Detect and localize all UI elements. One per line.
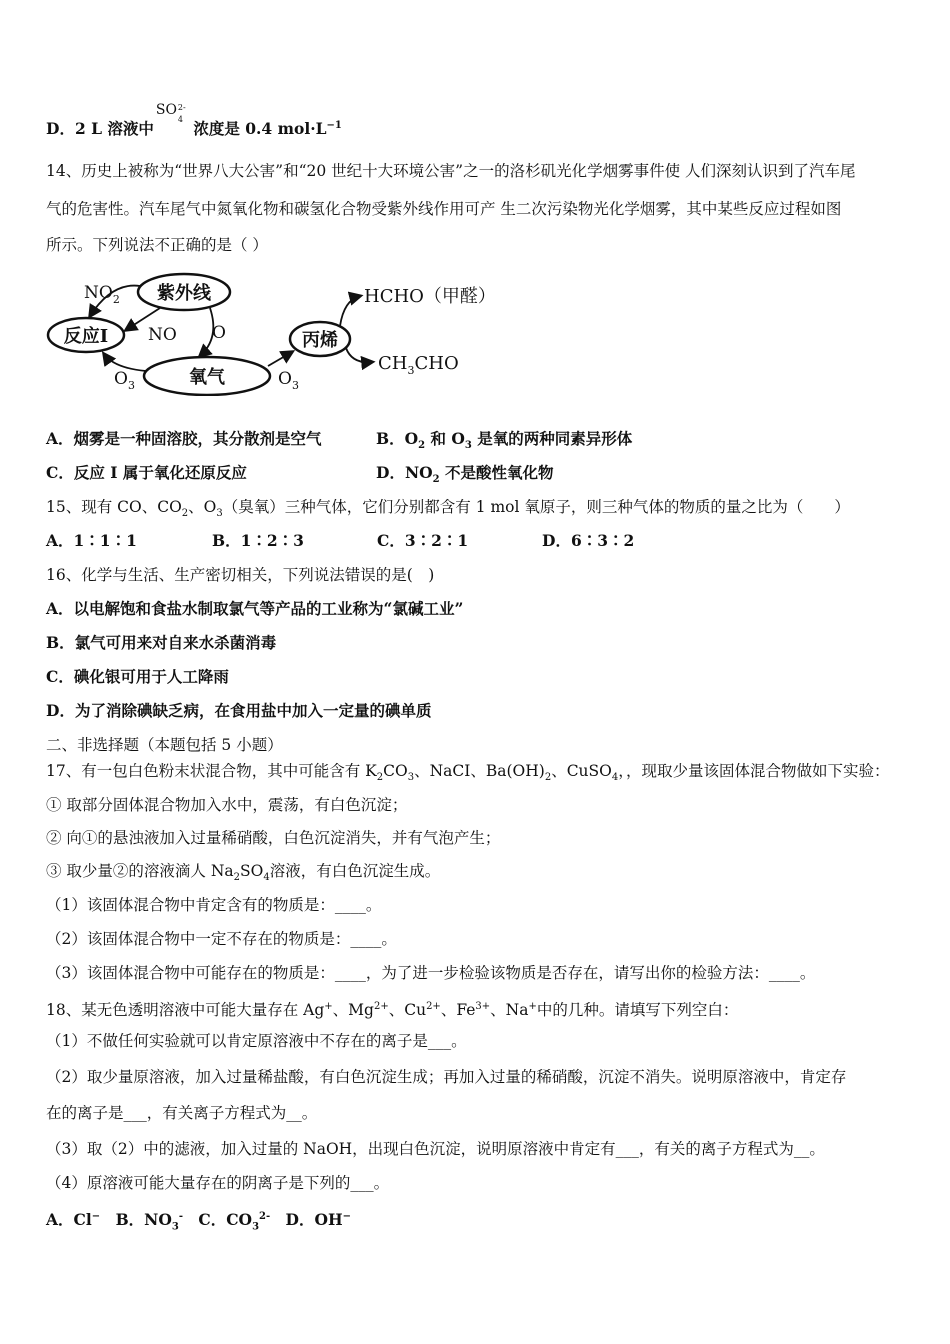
- q17-sub3: 2: [544, 772, 552, 784]
- q14d-sub: 2: [432, 474, 440, 486]
- q14d-post: 不是酸性氧化物: [439, 463, 554, 482]
- q16-stem: 16、化学与生活、生产密切相关，下列说法错误的是( ): [46, 566, 435, 584]
- arrow-to-hcho: [340, 296, 360, 326]
- q17-stem: [46, 761, 890, 788]
- q14b-pre: B．O: [376, 429, 419, 448]
- q18c-sub: 3: [252, 1221, 260, 1233]
- q15-mid: 、O: [188, 498, 217, 516]
- sulfate-symbol: SO: [155, 102, 177, 118]
- cho-label: CHO: [414, 353, 459, 374]
- section-heading: 二、非选择题（本题包括 5 小题）: [46, 736, 283, 754]
- sulfate-charge: 2-: [177, 103, 186, 112]
- q18-option-a: A．Cl: [46, 1210, 92, 1230]
- q15-pre: 15、现有 CO、CO: [46, 498, 182, 516]
- o-label: O: [212, 323, 226, 343]
- no2-subscript: 2: [112, 293, 120, 306]
- q15-stem: [46, 497, 850, 524]
- q18-m3: 、Fe: [440, 1001, 476, 1020]
- q15-option-d: D．6∶3∶2: [542, 531, 635, 550]
- q18-sup5: +: [528, 1001, 537, 1012]
- q14-line-1: 14、历史上被称为“世界八大公害”和“20 世纪十大环境公害”之一的洛杉矶光化学烟雾事件使 人们深刻认识到了汽车尾: [46, 162, 856, 180]
- q18a-sup: −: [91, 1211, 101, 1222]
- q15-sub1: 2: [181, 508, 189, 520]
- q18-options: [46, 1207, 351, 1237]
- oxygen-label: 氧气: [189, 367, 225, 388]
- o3-right-subscript: 3: [291, 379, 299, 392]
- q18-m1: 、Mg: [332, 1001, 374, 1020]
- q14-option-c: C．反应 I 属于氧化还原反应: [46, 463, 247, 482]
- q17-m2: 、NaCI、Ba(OH): [414, 762, 545, 780]
- q16-option-c: C．碘化银可用于人工降雨: [46, 667, 229, 686]
- uv-label: 紫外线: [157, 283, 211, 304]
- q18-sub-2a: （2）取少量原溶液，加入过量稀盐酸，有白色沉淀生成；再加入过量的稀硝酸，沉淀不消失。说明原溶液中，肯定存: [46, 1068, 847, 1086]
- q17-post: ，，现取少量该固体混合物做如下实验：: [618, 762, 890, 780]
- q14-option-d: [376, 463, 554, 490]
- q15-option-b: B．1∶2∶3: [212, 531, 304, 550]
- q15-post: （臭氧）三种气体，它们分别都含有 1 mol 氧原子，则三种气体的物质的量之比为（ ）: [222, 498, 850, 516]
- q17s3-pre: ③ 取少量②的溶液滴人 Na: [46, 862, 234, 880]
- q14-line-3: 所示。下列说法不正确的是（ ）: [46, 236, 268, 254]
- q17-sub2: 3: [407, 772, 415, 784]
- q17-sub4: 4: [611, 772, 619, 784]
- q18-sub-4: （4）原溶液可能大量存在的阴离子是下列的___。: [46, 1174, 390, 1192]
- option-d-line: [46, 102, 342, 139]
- q17s3-sub2: 4: [263, 872, 270, 884]
- option-d-rest: 浓度是 0.4 mol·L: [187, 119, 327, 138]
- o3-right-label: O: [278, 369, 292, 389]
- q14-line-2: 气的危害性。汽车尾气中氮氧化物和碳氢化合物受紫外线作用可产 生二次污染物光化学烟雾，其中某些反应过程如图: [46, 200, 842, 218]
- hcho-label: HCHO（甲醛）: [364, 286, 496, 307]
- ch3-label: CH: [378, 353, 408, 374]
- q15-sub2: 3: [216, 508, 223, 520]
- q17-step-2: ② 向①的悬浊液加入过量稀硝酸，白色沉淀消失，并有气泡产生；: [46, 829, 501, 847]
- q18-option-c: C．CO: [198, 1210, 253, 1230]
- q18-option-b: B．NO: [115, 1210, 172, 1230]
- q14-option-b: [376, 429, 632, 456]
- q14b-mid: 和 O: [425, 429, 465, 448]
- q18-sup3: 2+: [426, 1001, 441, 1012]
- q18-sup4: 3+: [475, 1001, 491, 1012]
- q18-sup2: 2+: [373, 1001, 389, 1012]
- q14-option-a: A．烟雾是一种固溶胶，其分散剂是空气: [46, 429, 322, 448]
- q17-m3: 、CuSO: [551, 762, 612, 780]
- q17-sub-1: （1）该固体混合物中肯定含有的物质是：____。: [46, 896, 382, 914]
- q14b-post: 是氧的两种同素异形体: [471, 429, 633, 448]
- q18-sub-3: （3）取（2）中的滤液，加入过量的 NaOH，出现白色沉淀，说明原溶液中肯定有___，有关的离子方程式为__。: [46, 1140, 825, 1158]
- ch3-subscript: 3: [407, 364, 415, 377]
- q17-m1: CO: [383, 762, 408, 780]
- arrow-oxygen-to-propene: [268, 352, 292, 366]
- q15-option-c: C．3∶2∶1: [377, 531, 469, 550]
- q17s3-post: 溶液，有白色沉淀生成。: [269, 862, 441, 880]
- q18d-sup: −: [342, 1211, 352, 1222]
- svg-text:NO2: [84, 283, 120, 306]
- q17-sub-3: （3）该固体混合物中可能存在的物质是：____，为了进一步检验该物质是否存在，请写出你的检验方法：____。: [46, 964, 816, 982]
- reaction-diagram: [42, 268, 502, 396]
- q16-option-b: B．氯气可用来对自来水杀菌消毒: [46, 633, 277, 652]
- q18-stem: [46, 997, 738, 1020]
- q18-m4: 、Na: [490, 1001, 529, 1020]
- q17-step-3: [46, 861, 440, 888]
- q17-step-1: ① 取部分固体混合物加入水中，震荡，有白色沉淀；: [46, 796, 408, 814]
- q14b-sub2: 3: [464, 440, 472, 452]
- sulfate-formula: [154, 102, 188, 134]
- q18-m2: 、Cu: [388, 1001, 427, 1020]
- arrow-to-ch3cho: [346, 348, 372, 362]
- svg-text:O3: [278, 369, 299, 392]
- q15-option-a: A．1∶1∶1: [46, 531, 137, 550]
- q17-sub-2: （2）该固体混合物中一定不存在的物质是：____。: [46, 930, 397, 948]
- q16-option-a: A．以电解饱和食盐水制取氯气等产品的工业称为“氯碱工业”: [46, 599, 464, 618]
- q18-pre: 18、某无色透明溶液中可能大量存在 Ag: [46, 1001, 325, 1020]
- q17s3-mid: SO: [240, 862, 264, 880]
- q17-sub1: 2: [376, 772, 384, 784]
- q14d-pre: D．NO: [376, 463, 433, 482]
- o3-left-subscript: 3: [127, 379, 135, 392]
- sulfate-subscript: 4: [177, 115, 184, 124]
- reaction-label: 反应I: [63, 326, 109, 347]
- q18c-sup: 2-: [259, 1211, 271, 1222]
- q18b-sub: 3: [171, 1221, 179, 1233]
- propene-label: 丙烯: [302, 330, 338, 351]
- no2-label: NO: [84, 283, 113, 303]
- o3-left-label: O: [114, 369, 128, 389]
- svg-text:O3: [114, 369, 135, 392]
- no-label: NO: [148, 325, 177, 345]
- q18-post: 中的几种。请填写下列空白：: [536, 1001, 739, 1020]
- q18b-sup: -: [178, 1211, 183, 1222]
- q17-pre: 17、有一包白色粉末状混合物，其中可能含有 K: [46, 762, 377, 780]
- q16-option-d: D．为了消除碘缺乏病，在食用盐中加入一定量的碘单质: [46, 701, 432, 720]
- option-d-label: D．2 L 溶液中: [46, 119, 154, 138]
- unit-superscript: −1: [326, 119, 342, 131]
- q18-sub-1: （1）不做任何实验就可以肯定原溶液中不存在的离子是___。: [46, 1032, 467, 1050]
- q18-option-d: D．OH: [285, 1210, 343, 1230]
- q18-sub-2b: 在的离子是___，有关离子方程式为__。: [46, 1104, 318, 1122]
- svg-text:CH3CHO: [378, 353, 459, 377]
- q18-sup1: +: [324, 1001, 333, 1012]
- q17s3-sub1: 2: [233, 872, 241, 884]
- q14b-sub1: 2: [418, 440, 426, 452]
